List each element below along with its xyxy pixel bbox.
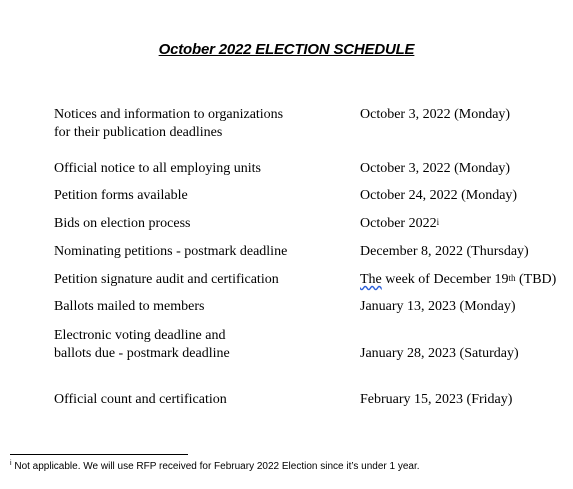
- footnote: [10, 461, 420, 472]
- schedule-event-line: ballots due - postmark deadline: [54, 346, 230, 361]
- schedule-event-line: Ballots mailed to members: [54, 299, 205, 314]
- schedule-date: January 28, 2023 (Saturday): [360, 346, 519, 361]
- schedule-event-line: Petition signature audit and certification: [54, 272, 279, 287]
- schedule-event-line: Official notice to all employing units: [54, 161, 261, 176]
- footnote-text: Not applicable. We will use RFP received for February 2022 Election since it’s under 1 year.: [11, 461, 420, 472]
- schedule-date-text: October 2022: [360, 216, 437, 231]
- schedule-date-text: (TBD): [515, 272, 557, 287]
- schedule-event: [54, 106, 354, 142]
- schedule-date: January 13, 2023 (Monday): [360, 299, 516, 314]
- schedule-event: [54, 327, 354, 363]
- schedule-date: [360, 271, 556, 289]
- page-title: October 2022 ELECTION SCHEDULE: [158, 41, 415, 58]
- schedule-date: December 8, 2022 (Thursday): [360, 244, 529, 259]
- ordinal-suffix: th: [508, 273, 516, 283]
- footnote-mark: i: [10, 460, 12, 467]
- schedule-date: February 15, 2023 (Friday): [360, 392, 513, 407]
- schedule-date: October 24, 2022 (Monday): [360, 188, 518, 203]
- schedule-event-line: Bids on election process: [54, 216, 191, 231]
- schedule-event: [54, 187, 354, 205]
- schedule-event-line: for their publication deadlines: [54, 125, 223, 140]
- schedule-event: [54, 243, 354, 261]
- schedule-event: [54, 160, 354, 178]
- schedule-event: [54, 271, 354, 289]
- footnote-separator: [10, 454, 188, 455]
- schedule-date: [360, 215, 439, 233]
- schedule-date-text: week of December 19: [381, 272, 509, 287]
- schedule-date: October 3, 2022 (Monday): [360, 107, 511, 122]
- schedule-event: [54, 298, 354, 316]
- schedule-date: October 3, 2022 (Monday): [360, 161, 511, 176]
- schedule-event-line: Electronic voting deadline and: [54, 328, 226, 343]
- schedule-event: [54, 215, 354, 233]
- schedule-event-line: Nominating petitions - postmark deadline: [54, 244, 288, 259]
- schedule-event-line: Official count and certification: [54, 392, 227, 407]
- footnote-reference: i: [436, 217, 440, 227]
- schedule-event: [54, 391, 354, 409]
- schedule-event-line: Notices and information to organizations: [54, 107, 284, 122]
- schedule-event-line: Petition forms available: [54, 188, 188, 203]
- spellcheck-flagged-word: The: [360, 272, 382, 287]
